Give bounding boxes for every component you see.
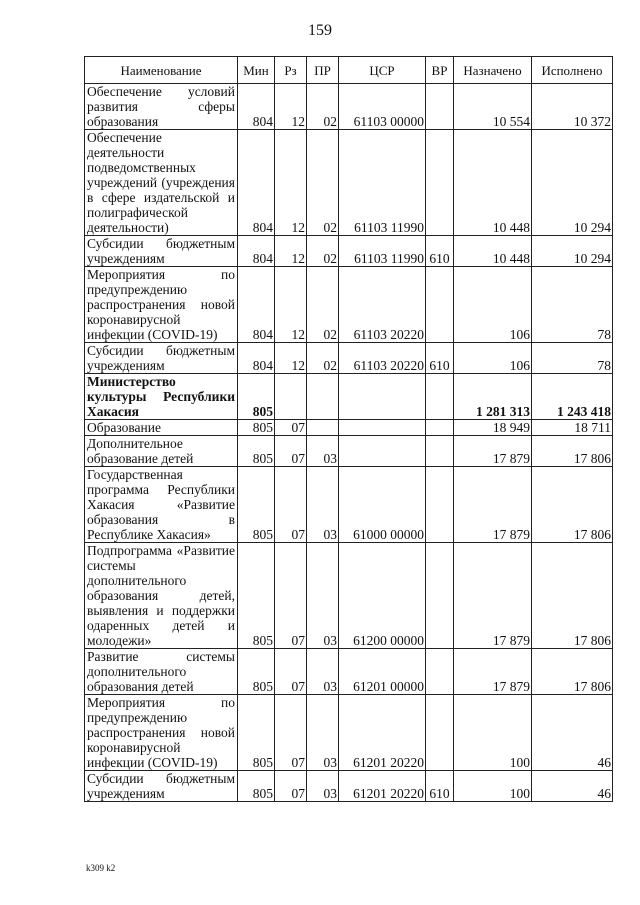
cell-name: Образование [85, 420, 238, 436]
cell-min: 805 [238, 543, 275, 649]
cell-min: 804 [238, 130, 275, 236]
cell-vr [426, 649, 454, 695]
cell-executed: 10 372 [532, 84, 613, 130]
cell-executed: 46 [532, 695, 613, 771]
cell-pr [307, 374, 339, 420]
cell-rz: 07 [275, 436, 307, 467]
cell-pr: 02 [307, 130, 339, 236]
cell-executed: 18 711 [532, 420, 613, 436]
cell-vr: 610 [426, 343, 454, 374]
cell-executed: 78 [532, 343, 613, 374]
cell-name: Субсидии бюджетным учреждениям [85, 343, 238, 374]
cell-executed: 17 806 [532, 543, 613, 649]
cell-name: Министерство культуры Республики Хакасия [85, 374, 238, 420]
cell-executed: 46 [532, 771, 613, 802]
cell-pr: 03 [307, 771, 339, 802]
cell-csr: 61103 11990 [339, 236, 426, 267]
cell-csr [339, 374, 426, 420]
cell-executed: 10 294 [532, 236, 613, 267]
footer-code: k309 k2 [86, 863, 116, 873]
table-row [85, 267, 613, 343]
cell-csr: 61103 20220 [339, 343, 426, 374]
cell-vr [426, 467, 454, 543]
cell-name: Государственная программа Республики Хакасия «Развитие образования в Республике Хакасия» [85, 467, 238, 543]
cell-min: 804 [238, 236, 275, 267]
cell-assigned: 17 879 [454, 467, 532, 543]
table-row [85, 420, 613, 436]
cell-rz: 07 [275, 420, 307, 436]
cell-csr: 61201 20220 [339, 771, 426, 802]
cell-min: 805 [238, 374, 275, 420]
table-row [85, 771, 613, 802]
cell-min: 805 [238, 649, 275, 695]
table-row [85, 695, 613, 771]
cell-min: 804 [238, 84, 275, 130]
cell-assigned: 17 879 [454, 436, 532, 467]
cell-min: 804 [238, 343, 275, 374]
table-row [85, 543, 613, 649]
cell-rz: 12 [275, 84, 307, 130]
cell-rz: 07 [275, 543, 307, 649]
cell-vr: 610 [426, 236, 454, 267]
cell-min: 805 [238, 771, 275, 802]
table-row [85, 436, 613, 467]
header-vr: ВР [426, 57, 454, 84]
cell-executed: 17 806 [532, 467, 613, 543]
cell-vr [426, 436, 454, 467]
cell-pr: 03 [307, 695, 339, 771]
header-pr: ПР [307, 57, 339, 84]
cell-rz: 07 [275, 467, 307, 543]
cell-name: Подпрограмма «Развитие системы дополнительного образования детей, выявления и поддержки одаренных детей и молодежи» [85, 543, 238, 649]
cell-min: 805 [238, 420, 275, 436]
cell-vr [426, 695, 454, 771]
cell-vr [426, 84, 454, 130]
table-row [85, 374, 613, 420]
cell-min: 805 [238, 695, 275, 771]
cell-executed: 78 [532, 267, 613, 343]
cell-csr: 61103 00000 [339, 84, 426, 130]
cell-pr: 02 [307, 343, 339, 374]
cell-rz [275, 374, 307, 420]
header-name: Наименование [85, 57, 238, 84]
table-body [85, 84, 613, 802]
table-row [85, 343, 613, 374]
cell-min: 805 [238, 467, 275, 543]
cell-rz: 12 [275, 236, 307, 267]
page-number: 159 [308, 22, 332, 39]
cell-vr [426, 130, 454, 236]
cell-rz: 07 [275, 649, 307, 695]
cell-pr: 02 [307, 267, 339, 343]
cell-assigned: 17 879 [454, 543, 532, 649]
cell-csr [339, 436, 426, 467]
cell-executed: 17 806 [532, 436, 613, 467]
cell-pr: 03 [307, 649, 339, 695]
cell-assigned: 17 879 [454, 649, 532, 695]
cell-rz: 12 [275, 130, 307, 236]
cell-vr [426, 374, 454, 420]
table-row [85, 130, 613, 236]
cell-csr: 61103 11990 [339, 130, 426, 236]
cell-vr [426, 267, 454, 343]
cell-name: Дополнительное образование детей [85, 436, 238, 467]
cell-executed: 1 243 418 [532, 374, 613, 420]
budget-table [84, 56, 613, 802]
cell-name: Обеспечение условий развития сферы образования [85, 84, 238, 130]
cell-csr: 61103 20220 [339, 267, 426, 343]
cell-min: 805 [238, 436, 275, 467]
cell-csr: 61000 00000 [339, 467, 426, 543]
cell-assigned: 100 [454, 771, 532, 802]
cell-name: Мероприятия по предупреждению распространения новой коронавирусной инфекции (COVID-19) [85, 695, 238, 771]
cell-name: Обеспечение деятельности подведомственных учреждений (учреждения в сфере издательской и полиграфической деятельности) [85, 130, 238, 236]
cell-csr: 61201 20220 [339, 695, 426, 771]
cell-assigned: 10 554 [454, 84, 532, 130]
cell-pr: 02 [307, 236, 339, 267]
header-rz: Рз [275, 57, 307, 84]
header-executed: Исполнено [532, 57, 613, 84]
header-csr: ЦСР [339, 57, 426, 84]
cell-assigned: 18 949 [454, 420, 532, 436]
cell-assigned: 106 [454, 267, 532, 343]
cell-min: 804 [238, 267, 275, 343]
cell-pr: 03 [307, 436, 339, 467]
cell-pr: 03 [307, 467, 339, 543]
cell-name: Развитие системы дополнительного образования детей [85, 649, 238, 695]
cell-pr: 02 [307, 84, 339, 130]
cell-executed: 10 294 [532, 130, 613, 236]
header-min: Мин [238, 57, 275, 84]
cell-assigned: 100 [454, 695, 532, 771]
cell-csr [339, 420, 426, 436]
cell-assigned: 106 [454, 343, 532, 374]
cell-assigned: 10 448 [454, 130, 532, 236]
cell-vr [426, 420, 454, 436]
cell-vr [426, 543, 454, 649]
cell-rz: 12 [275, 267, 307, 343]
table-row [85, 84, 613, 130]
cell-pr: 03 [307, 543, 339, 649]
cell-csr: 61201 00000 [339, 649, 426, 695]
cell-rz: 07 [275, 695, 307, 771]
table-row [85, 649, 613, 695]
cell-rz: 12 [275, 343, 307, 374]
table-row [85, 467, 613, 543]
cell-csr: 61200 00000 [339, 543, 426, 649]
cell-executed: 17 806 [532, 649, 613, 695]
cell-vr: 610 [426, 771, 454, 802]
cell-rz: 07 [275, 771, 307, 802]
cell-assigned: 1 281 313 [454, 374, 532, 420]
cell-assigned: 10 448 [454, 236, 532, 267]
cell-name: Субсидии бюджетным учреждениям [85, 236, 238, 267]
cell-pr [307, 420, 339, 436]
cell-name: Субсидии бюджетным учреждениям [85, 771, 238, 802]
table-header-row [85, 57, 613, 84]
header-assigned: Назначено [454, 57, 532, 84]
cell-name: Мероприятия по предупреждению распространения новой коронавирусной инфекции (COVID-19) [85, 267, 238, 343]
table-row [85, 236, 613, 267]
